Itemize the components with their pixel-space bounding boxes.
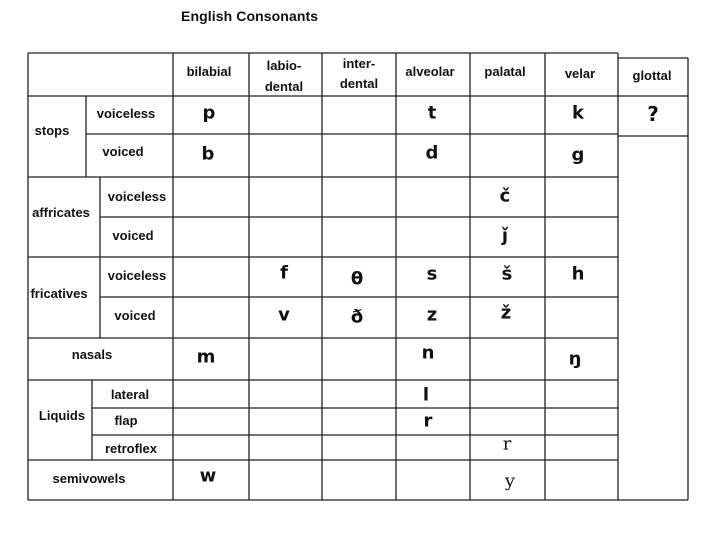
- symbol-y: y: [504, 470, 516, 492]
- row-label-nasals: nasals: [71, 347, 113, 362]
- symbol-f: f: [280, 262, 288, 284]
- row-label-liquids-lateral: lateral: [110, 387, 150, 402]
- symbol-w: w: [199, 465, 217, 487]
- symbol-n: n: [421, 342, 435, 364]
- symbol-v: v: [278, 304, 290, 326]
- row-label-fricatives: fricatives: [30, 286, 88, 301]
- page-title: English Consonants: [181, 8, 319, 24]
- header-interdental-line1: inter-: [342, 56, 376, 71]
- row-label-fricatives-voiceless: voiceless: [107, 268, 167, 283]
- row-label-semivowels: semivowels: [52, 471, 126, 486]
- symbol-b: b: [201, 143, 215, 165]
- header-labiodental-line1: labio-: [266, 58, 302, 73]
- symbol-g: g: [571, 144, 585, 166]
- row-label-affricates: affricates: [32, 205, 90, 220]
- row-label-affricates-voiceless: voiceless: [107, 189, 167, 204]
- row-label-affricates-voiced: voiced: [112, 228, 154, 243]
- header-velar: velar: [564, 66, 596, 81]
- header-bilabial: bilabial: [186, 64, 232, 79]
- symbol-h: h: [571, 263, 585, 285]
- symbol-s-hacek: š: [501, 263, 513, 285]
- symbol-j-hacek: ǰ: [501, 225, 509, 247]
- symbol-k: k: [572, 102, 584, 124]
- symbol-t: t: [427, 102, 437, 124]
- symbol-theta: θ: [350, 268, 364, 290]
- row-label-stops: stops: [34, 123, 70, 138]
- row-label-liquids-flap: flap: [114, 413, 138, 428]
- row-label-liquids-retroflex: retroflex: [104, 441, 158, 456]
- row-label-stops-voiced: voiced: [102, 144, 144, 159]
- symbol-l: l: [422, 384, 430, 406]
- symbol-r-flap: r: [423, 410, 433, 432]
- header-labiodental-line2: dental: [264, 79, 304, 94]
- symbol-eth: ð: [350, 306, 364, 328]
- header-glottal: glottal: [632, 68, 672, 83]
- symbol-glottal-stop: ?: [647, 102, 659, 126]
- symbol-z: z: [426, 304, 438, 326]
- symbol-m: m: [196, 346, 216, 368]
- symbol-p: p: [202, 102, 216, 124]
- symbol-eng: ŋ: [568, 348, 582, 370]
- symbol-r-retroflex: r: [502, 433, 512, 455]
- row-label-stops-voiceless: voiceless: [96, 106, 156, 121]
- header-palatal: palatal: [484, 64, 526, 79]
- symbol-s: s: [426, 263, 438, 285]
- header-interdental-line2: dental: [339, 76, 379, 91]
- row-label-liquids: Liquids: [38, 408, 86, 423]
- symbol-c-hacek: č: [499, 185, 511, 207]
- row-label-fricatives-voiced: voiced: [114, 308, 156, 323]
- symbol-z-hacek: ž: [500, 302, 512, 324]
- header-alveolar: alveolar: [405, 64, 455, 79]
- symbol-d: d: [425, 142, 439, 164]
